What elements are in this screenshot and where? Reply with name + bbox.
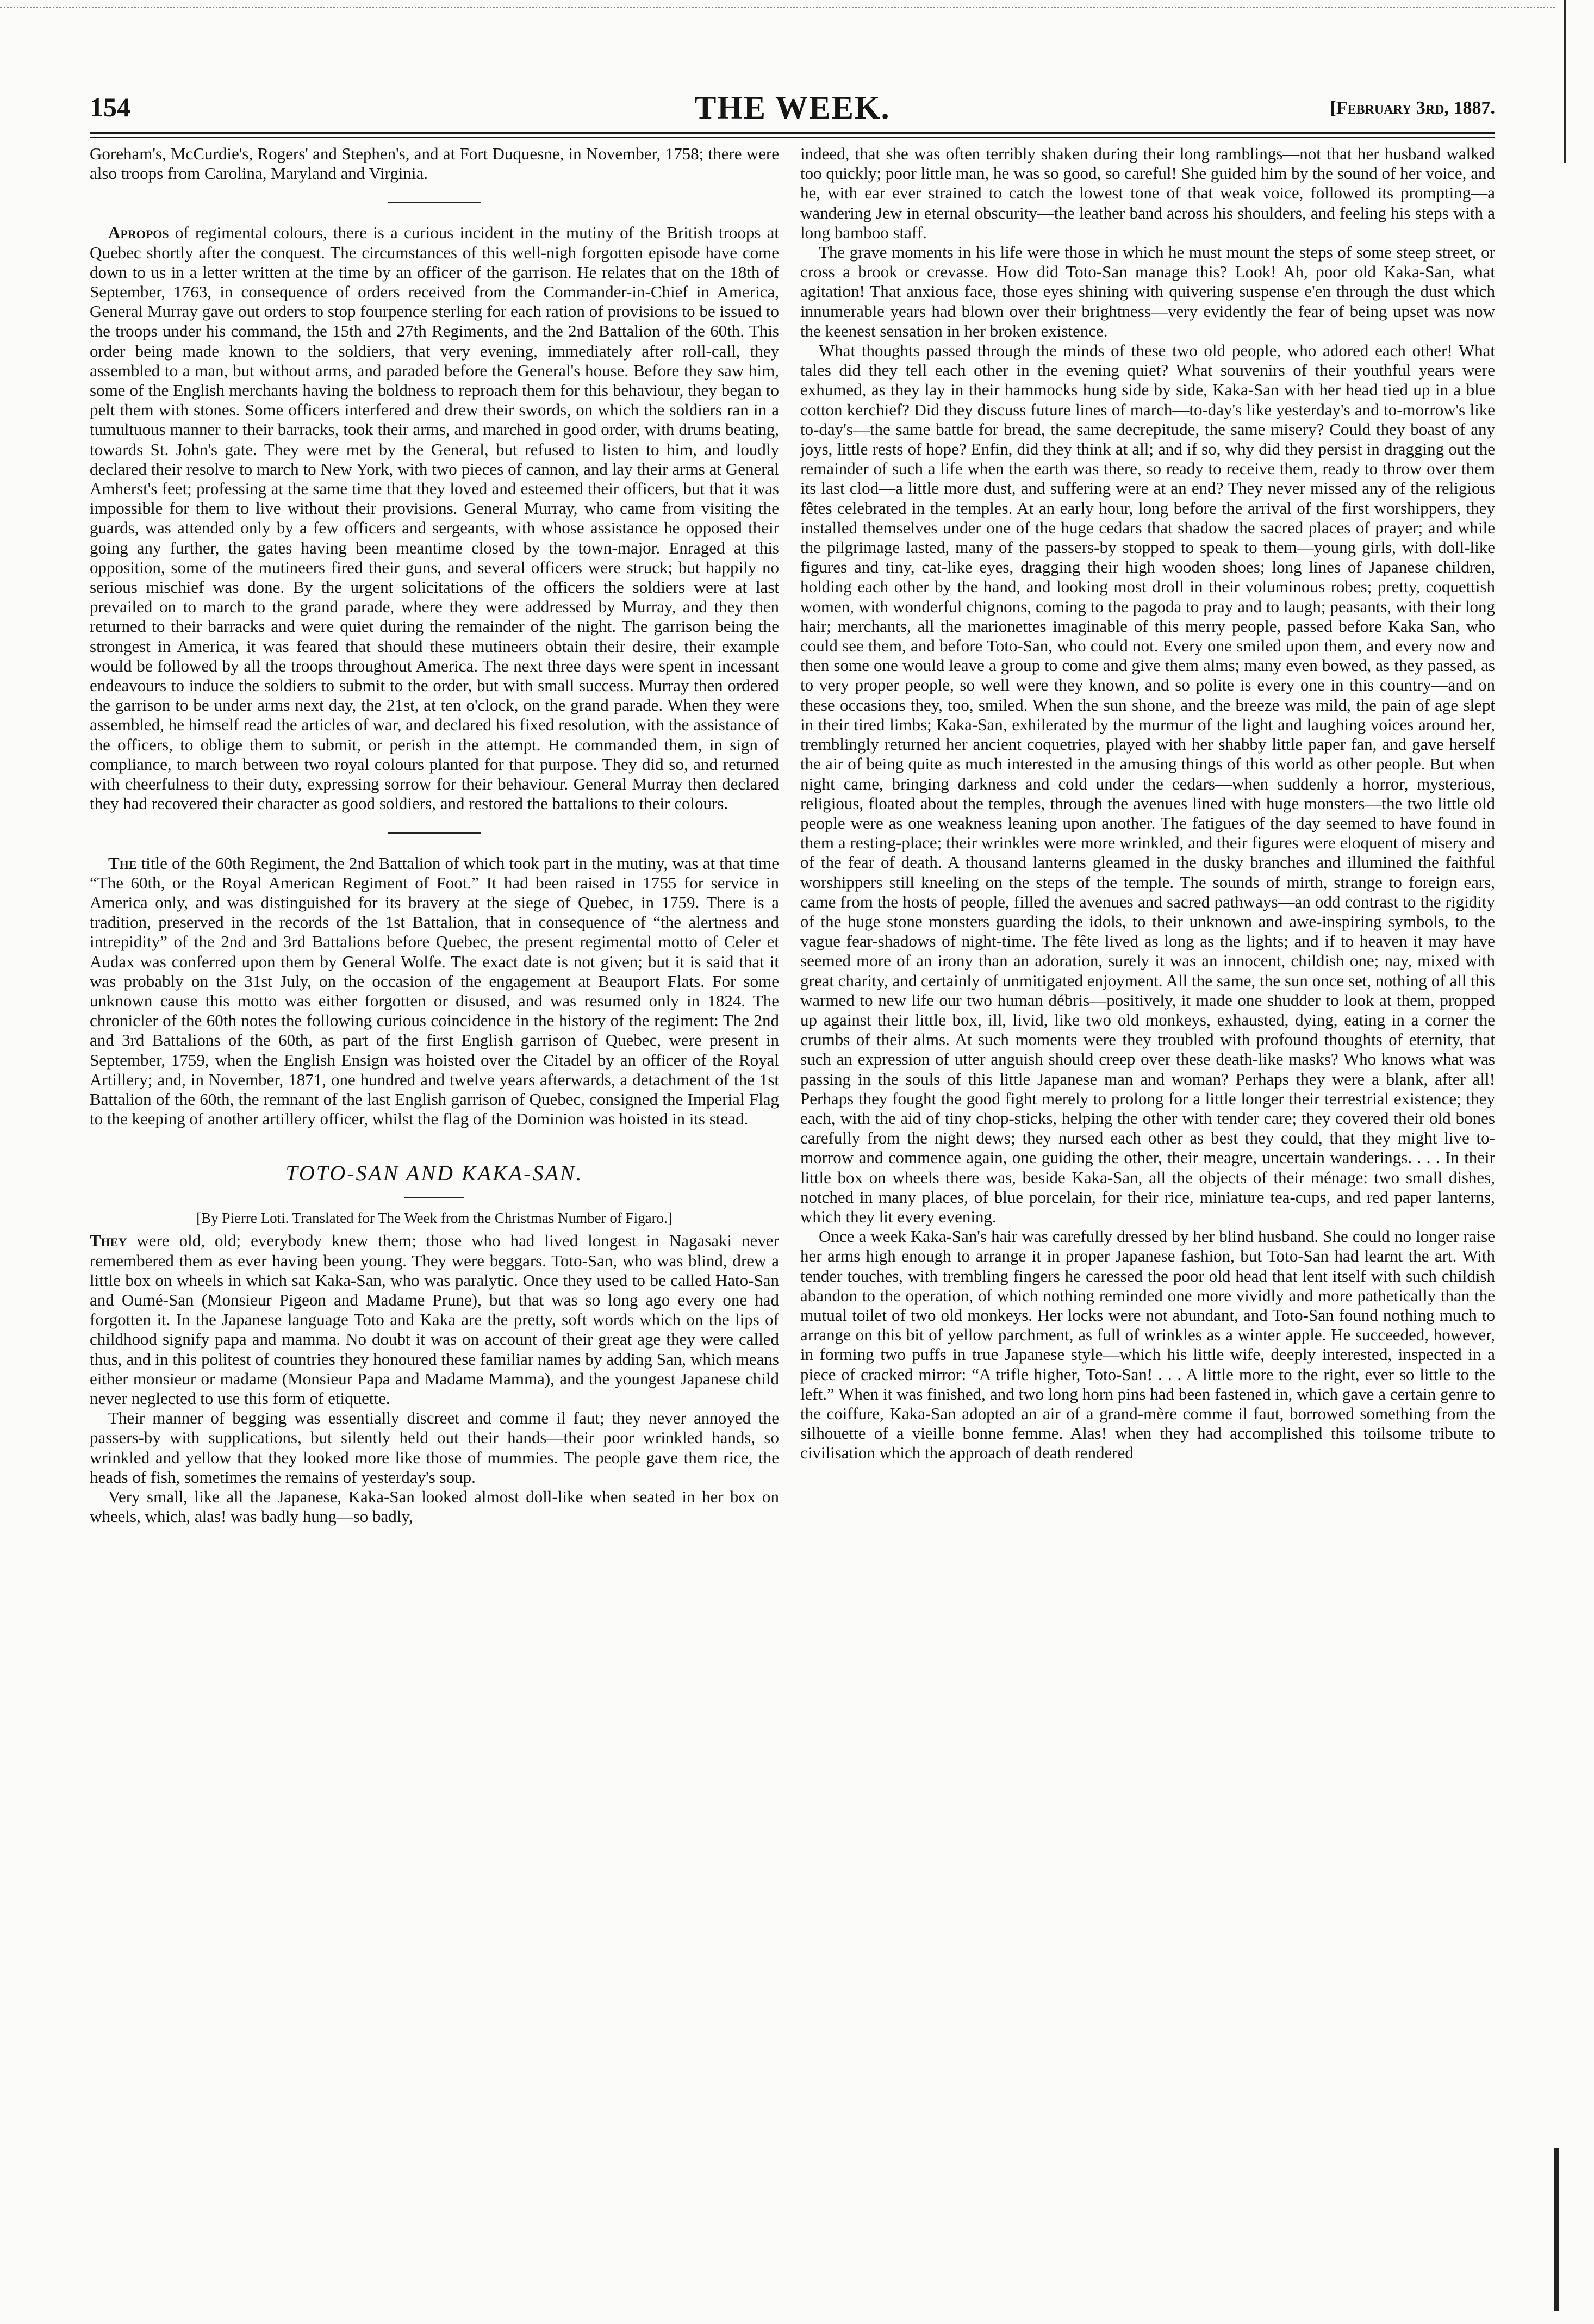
section-separator — [388, 202, 481, 203]
header-rule-thin — [90, 137, 1495, 138]
page-edge-right-lower — [1554, 2148, 1559, 2311]
paragraph: What thoughts passed through the minds of these two old people, who adored each other! What tales did they tell each other in the evening quiet? What souvenirs of their youthful years were exhumed, as they lay in their hammocks hung side by side, Kaka-San with her head tied up in a blue cotton kerchief? Did they discuss future lines of march—to-day's like yesterday's and to-morrow's like to-day's—the same battle for bread, the same decrepitude, the same misery? Could they boast of any joys, little rests of hope? Enfin, did they think at all; and if so, why did they persist in dragging out the remainder of such a life when the earth was there, so ready to receive them, ready to throw over them its last clod—a little more dust, and suffering were at an end? They never missed any of the religious fêtes celebrated in the temples. At an early hour, long before the arrival of the first worshippers, they installed themselves under one of the huge cedars that shadow the sacred places of prayer; and while the pilgrimage lasted, many of the passers-by stopped to speak to them—young girls, with doll-like figures and tiny, cat-like eyes, dragging their high wooden shoes; long lines of Japanese children, holding each other by the hand, and looking most droll in their voluminous robes; pretty, coquettish women, with wonderful chignons, coming to the pagoda to pray and to laugh; peasants, with their long hair; merchants, all the marionettes imaginable of this merry people, passed before Kaka San, who could see them, and before Toto-San, who could not. Every one smiled upon them, and every now and then some one would leave a group to come and give them alms; many even bowed, as they passed, as to very proper people, so well were they known, and so polite is every one in this country—and on these occasions they, too, smiled. When the sun shone, and the breeze was mild, the pain of age slept in their tired limbs; Kaka-San, exhilerated by the murmur of the light and laughing voices around her, tremblingly returned her ancient coquetries, played with her shabby little paper fan, and gave herself the air of being quite as much interested in the amusing things of this world as other people. But when night came, bringing darkness and cold under the cedars—when suddenly a horror, mysterious, religious, floated about the temples, through the avenues lined with huge monsters—the two little old people were as one weakness leaning upon another. The fatigues of the day seemed to have found in them a resting-place; their wrinkles were more wrinkled, and their figures were eloquent of misery and of the fear of death. A thousand lanterns gleamed in the dusky branches and illumined the faithful worshippers still kneeling on the steps of the temple. The sounds of mirth, strange to foreign ears, came from the hosts of people, filled the avenues and sacred pathways—an odd contrast to the rigidity of the huge stone monsters guarding the idols, to their unknown and awe-inspiring symbols, to the vague fear-shadows of night-time. The fête lived as long as the lights; and if to heaven it may have seemed more of an irony than an adoration, surely it was an innocent, childish one; nay, mixed with great charity, and certainly of unmitigated enjoyment. All the same, the sun once set, nothing of all this warmed to new life our two human débris—positively, it made one shudder to look at them, propped up against their little box, ill, livid, like two old monkeys, exhausted, dying, eating in a corner the crumbs of their alms. At such moments were they troubled with profound thoughts of eternity, that such an expression of utter anguish should creep over these death-like masks? Who knows what was passing in the souls of this little Japanese man and woman? Perhaps they were a blank, after all! Perhaps they fought the good fight merely to prolong for a little longer their terrestrial existence; they each, with the aid of tiny chop-sticks, helping the other with tender care; they covered their old bones carefully from the night dews; they nursed each other as best they could, that they might live to-morrow and commence again, one guiding the other, their meagre, uncertain wanderings. . . . In their little box on wheels there was, beside Kaka-San, all the objects of their ménage: two small dishes, notched in many places, of blue porcelain, for their rice, miniature tea-cups, and red paper lanterns, which they lit every evening. — [800, 341, 1495, 1226]
section-separator — [388, 832, 481, 834]
paragraph-body: of regimental colours, there is a curious incident in the mutiny of the British troops at Quebec shortly after the conquest. The circumstances of this well-nigh forgotten episode have come down to us in a letter written at the time by an officer of the garrison. He relates that on the 18th of September, 1763, in consequence of orders received from the Commander-in-Chief in America, General Murray gave out orders to stop fourpence sterling for each ration of provisions to be issued to the troops under his command, the 15th and 27th Regiments, and the 2nd Battalion of the 60th. This order being made known to the soldiers, that very evening, immediately after roll-call, they assembled to a man, but without arms, and paraded before the General's house. Before they saw him, some of the English merchants having the boldness to reproach them for this behaviour, they began to pelt them with stones. Some officers interfered and drew their swords, on which the soldiers ran in a tumultuous manner to their barracks, took their arms, and marched in good order, with drums beating, towards St. John's gate. They were met by the General, but refused to listen to him, and loudly declared their resolve to march to New York, with two pieces of cannon, and lay their arms at General Amherst's feet; professing at the same time that they loved and esteemed their officers, but that it was impossible for them to live without their provisions. General Murray, who came from visiting the guards, was attended only by a few officers and sergeants, with whose assistance he opposed their going any further, the gates having been meantime closed by the town-major. Enraged at this opposition, some of the mutineers fired their guns, and several officers were struck; but happily no serious mischief was done. By the urgent solicitations of the officers the soldiers were at last prevailed on to march to the grand parade, where they were addressed by Murray, and they then returned to their barracks and were quiet during the remainder of the night. The garrison being the strongest in America, it was feared that should these mutineers obtain their desire, their example would be followed by all the troops throughout America. The next three days were spent in incessant endeavours to induce the soldiers to submit to the order, but with small success. Murray then ordered the garrison to be under arms next day, the 21st, at ten o'clock, on the grand parade. When they were assembled, he himself read the articles of war, and declared his fixed resolution, with the assistance of the officers, to oblige them to submit, or perish in the attempt. He commanded them, in sign of compliance, to march between two royal colours planted for that purpose. They did so, and returned with cheerfulness to their duty, expressing sorrow for their behaviour. General Murray then declared they had recovered their character as good soldiers, and restored the battalions to their colours. — [90, 223, 779, 813]
page-number: 154 — [90, 92, 130, 122]
right-column — [800, 144, 1495, 2306]
paragraph: Very small, like all the Japanese, Kaka-San looked almost doll-like when seated in her box on wheels, which, alas! was badly hung—so badly, — [90, 1487, 779, 1526]
paragraph-body: were old, old; everybody knew them; those who had lived longest in Nagasaki never remembered them as ever having been young. They were beggars. Toto-San, who was blind, drew a little box on wheels in which sat Kaka-San, who was paralytic. Once they used to be called Hato-San and Oumé-San (Monsieur Pigeon and Madame Prune), but that was so long ago every one had forgotten it. In the Japanese language Toto and Kaka are the pretty, soft words which on the lips of childhood signify papa and mamma. No doubt it was on account of their great age they were called thus, and in this politest of countries they honoured these familiar names by adding San, which means either monsieur or madame (Monsieur Papa and Madame Mamma), and the youngest Japanese child never neglected to use this form of etiquette. — [90, 1231, 779, 1408]
title-rule — [404, 1197, 464, 1198]
paragraph: Their manner of begging was essentially discreet and comme il faut; they never annoyed the passers-by with supplications, but silently held out their hands—their poor wrinkled hands, so wrinkled and yellow that they looked more like those of mummies. The people gave them rice, the heads of fish, sometimes the remains of yesterday's soup. — [90, 1408, 779, 1487]
masthead: THE WEEK. — [694, 90, 891, 126]
page-edge-right — [1564, 0, 1566, 163]
paragraph — [90, 1231, 779, 1408]
paragraph-body: title of the 60th Regiment, the 2nd Battalion of which took part in the mutiny, was at that time “The 60th, or the Royal American Regiment of Foot.” It had been raised in 1755 for service in America only, and was distinguished for its bravery at the siege of Quebec, in 1759. There is a tradition, preserved in the records of the 1st Battalion, that in consequence of “the alertness and intrepidity” of the 2nd and 3rd Battalions before Quebec, the present regimental motto of Celer et Audax was conferred upon them by General Wolfe. The exact date is not given; but it is said that it was probably on the 31st July, on the occasion of the engagement at Beauport Flats. For some unknown cause this motto was either forgotten or disused, and was resumed only in 1824. The chronicler of the 60th notes the following curious coincidence in the history of the regiment: The 2nd and 3rd Battalions of the 60th, as part of the first English garrison of Quebec, were present in September, 1759, when the English Ensign was hoisted over the Citadel by an officer of the Royal Artillery; and, in November, 1871, one hundred and twelve years afterwards, a detachment of the 1st Battalion of the 60th, the remnant of the last English garrison of Quebec, consigned the Imperial Flag to the keeping of another artillery officer, whilst the flag of the Dominion was hoisted in its stead. — [90, 853, 779, 1129]
byline: [By Pierre Loti. Translated for The Week from the Christmas Number of Figaro.] — [196, 1210, 673, 1227]
story-title: TOTO-SAN AND KAKA-SAN. — [285, 1161, 583, 1186]
lead-word: They — [90, 1231, 127, 1251]
page-edge-top — [0, 7, 1555, 9]
paragraph — [90, 223, 779, 813]
left-column — [90, 144, 779, 2306]
header-rule — [90, 132, 1495, 134]
issue-date: [February 3rd, 1887. — [1330, 98, 1495, 118]
paragraph: indeed, that she was often terribly shaken during their long ramblings—not that her husband walked too quickly; poor little man, he was so good, so careful! She guided him by the sound of her voice, and he, with ear ever strained to catch the lowest tone of that weak voice, followed its prompting—a wandering Jew in eternal obscurity—the leather band across his shoulders, and feeling his steps with a long bamboo staff. — [800, 144, 1495, 242]
paragraph: The grave moments in his life were those in which he must mount the steps of some steep street, or cross a brook or crevasse. How did Toto-San manage this? Look! Ah, poor old Kaka-San, what agitation! That anxious face, those eyes shining with quivering suspense e'en through the dust which innumerable years had blown over their brightness—very evidently the fear of being upset was now the keenest sensation in her broken existence. — [800, 243, 1495, 340]
lead-word: The — [108, 853, 137, 873]
page-header — [90, 91, 1495, 124]
paragraph — [90, 854, 779, 1129]
paragraph: Once a week Kaka-San's hair was carefully dressed by her blind husband. She could no longer raise her arms high enough to arrange it in proper Japanese fashion, but Toto-San had learnt the art. With tender touches, with trembling fingers he caressed the poor old head that lent itself with such childish abandon to the operation, of which nothing reminded one more vividly and more pathetically than the mutual toilet of two old monkeys. Her locks were not abundant, and Toto-San found nothing much to arrange on this bit of yellow parchment, as full of wrinkles as a winter apple. He succeeded, however, in forming two puffs in true Japanese style—which his little wife, deeply interested, inspected in a piece of cracked mirror: “A trifle higher, Toto-San! . . . A little more to the right, ever so little to the left.” When it was finished, and two long horn pins had been fastened in, which gave a certain genre to the coiffure, Kaka-San adopted an air of a grand-mère comme il faut, borrowed something from the silhouette of a vieille bonne femme. Alas! when they had accomplished this toilsome tribute to civilisation which the approach of death rendered — [800, 1227, 1495, 1463]
paragraph: Goreham's, McCurdie's, Rogers' and Stephen's, and at Fort Duquesne, in November, 1758; there were also troops from Carolina, Maryland and Virginia. — [90, 144, 779, 183]
lead-word: Apropos — [108, 223, 169, 243]
